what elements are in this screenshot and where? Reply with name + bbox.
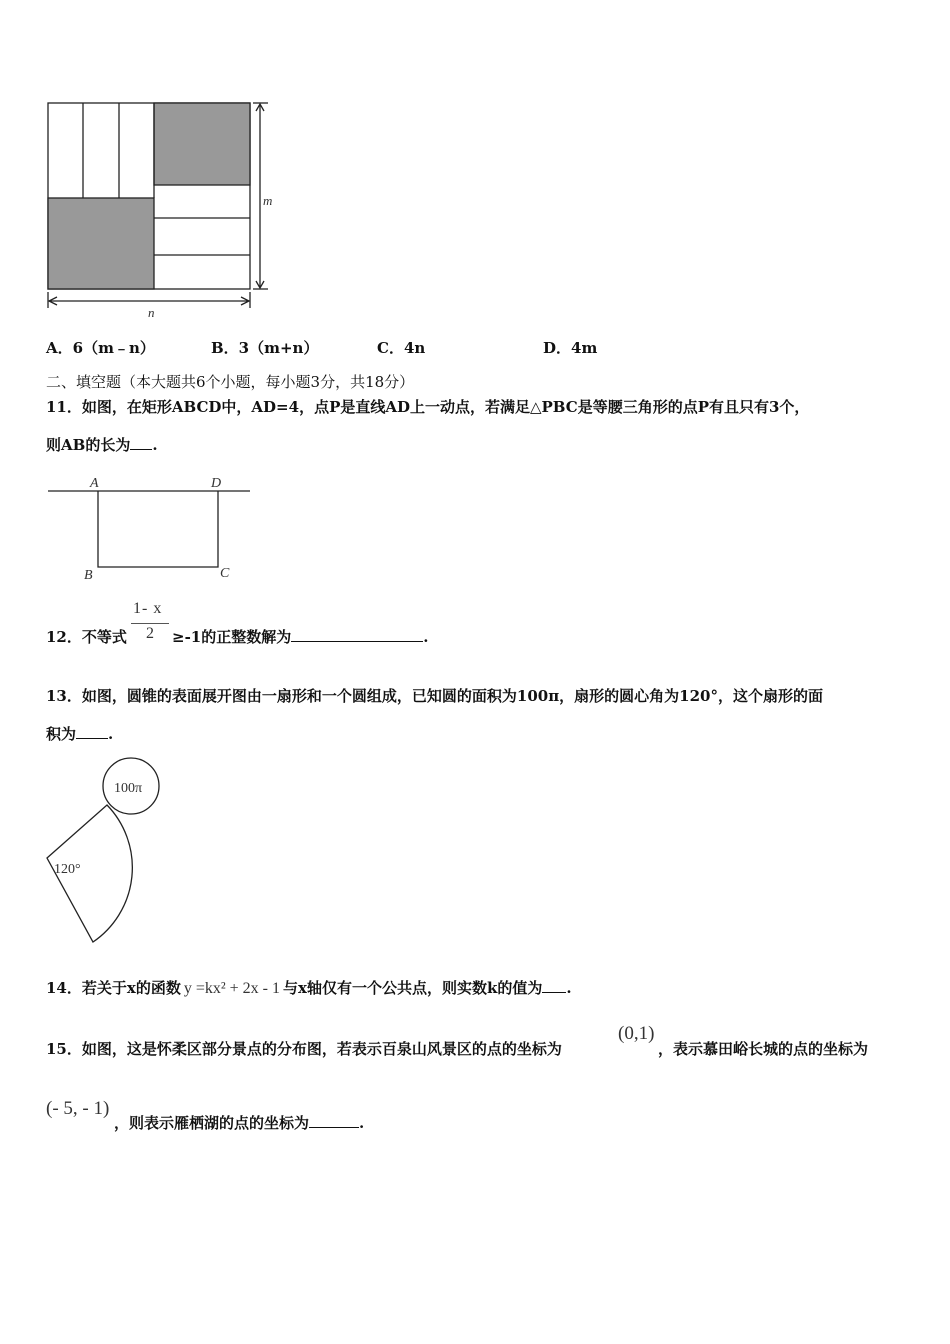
q10-shaded-bottom-left — [48, 198, 154, 289]
q10-option-a: A．6（m﹣n） — [46, 339, 155, 357]
q14-suffix: 与x轴仅有一个公共点，则实数k的值为 — [283, 979, 543, 997]
q15-question-text: ，则表示雁栖湖的点的坐标为 — [114, 1114, 310, 1132]
q10-option-b: B．3（m+n） — [211, 339, 319, 357]
q10-option-d: D．4m — [543, 339, 598, 357]
q13-angle-label: 120° — [54, 862, 81, 877]
q11-text-line1: 11．如图，在矩形ABCD中，AD=4，点P是直线AD上一动点，若满足△PBC是等腰三角形的点P有且只有3个， — [46, 398, 810, 416]
q13-cone-net-figure — [40, 755, 170, 950]
q10-shaded-top-right — [154, 103, 250, 185]
q15-line1-prefix: 15．如图，这是怀柔区部分景点的分布图，若表示百泉山风景区的点的坐标为 — [46, 1040, 562, 1058]
q11-question-text: 则AB的长为 — [46, 436, 131, 454]
q14-function: y =kx² + 2x - 1 — [183, 980, 280, 997]
q12-answer-blank — [291, 629, 423, 642]
q15-end-punct: . — [359, 1114, 365, 1132]
q11-label-a: A — [90, 476, 99, 491]
q11-rectangle-figure — [44, 472, 264, 587]
q15-coord-mutianyu: (- 5, - 1) — [46, 1098, 110, 1119]
q15-coord-baiquanshan: (0,1) — [618, 1023, 655, 1044]
q10-rectangle-figure — [40, 95, 280, 325]
q13-end-punct: . — [108, 725, 114, 743]
q12-suffix: ≥-1的正整数解为 — [172, 628, 292, 646]
q13-circle-label: 100π — [114, 781, 143, 796]
q11-rect-abcd — [98, 491, 218, 567]
q10-label-n: n — [148, 305, 155, 320]
q12-end-punct: . — [423, 628, 429, 646]
q15-line1-suffix: ，表示慕田峪长城的点的坐标为 — [658, 1040, 869, 1058]
q12-suffix-line — [172, 626, 428, 647]
q15-answer-blank — [309, 1115, 359, 1128]
q13-text-line2 — [46, 723, 113, 744]
q11-label-d: D — [211, 476, 222, 491]
q11-answer-blank — [130, 437, 152, 450]
section-2-heading: 二、填空题（本大题共6个小题，每小题3分，共18分） — [46, 373, 415, 391]
q14-line — [46, 977, 572, 998]
q12-prefix: 12．不等式 — [46, 628, 127, 646]
q12-fraction-bar — [131, 623, 169, 624]
q13-answer-blank — [76, 726, 108, 739]
q11-text-line2 — [46, 434, 158, 455]
q13-question-text: 积为 — [46, 725, 77, 743]
q10-label-m: m — [263, 193, 273, 208]
q11-label-c: C — [220, 566, 230, 581]
q13-text-line1: 13．如图，圆锥的表面展开图由一扇形和一个圆组成，已知圆的面积为100π，扇形的圆心角为120°，这个扇形的面 — [46, 687, 823, 705]
q11-end-punct: . — [152, 436, 158, 454]
q15-line2 — [114, 1112, 364, 1133]
q12-fraction-numerator: 1- x — [133, 600, 163, 617]
q12-fraction-denominator: 2 — [146, 625, 154, 642]
q14-prefix: 14．若关于x的函数 — [46, 979, 181, 997]
q11-label-b: B — [84, 568, 93, 583]
q10-option-c: C．4n — [377, 339, 426, 357]
q14-answer-blank — [542, 980, 566, 993]
q14-end-punct: . — [566, 979, 572, 997]
